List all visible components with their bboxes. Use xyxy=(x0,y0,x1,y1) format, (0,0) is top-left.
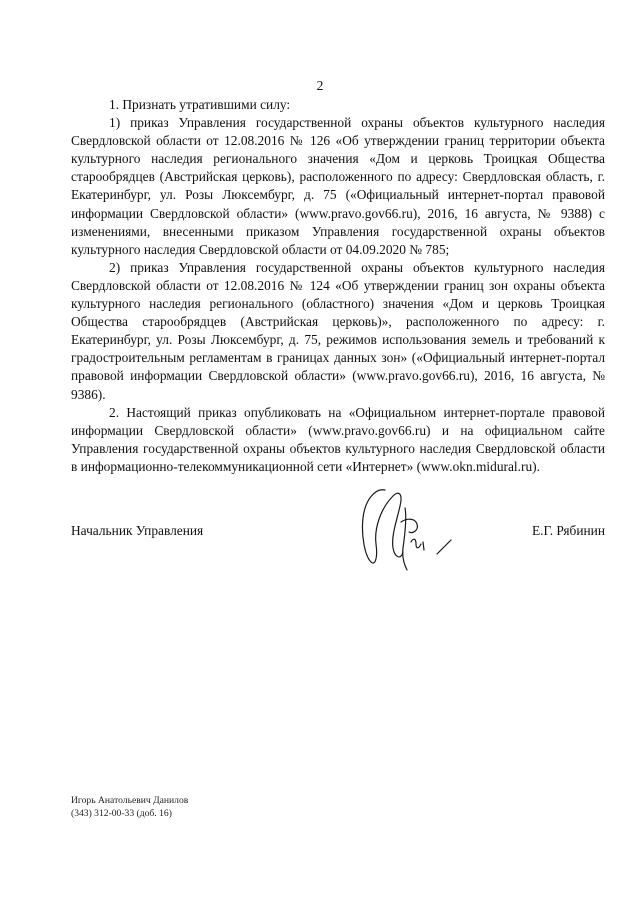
document-body xyxy=(71,96,605,476)
handwritten-signature-icon xyxy=(345,478,465,578)
executor-info xyxy=(71,794,188,820)
paragraph-item-2: 2. Настоящий приказ опубликовать на «Официальном интернет-портале правовой информации Свердловской области» (www.pravo.gov66.ru) и на официальном сайте Управления государственной охраны объектов культурного наследия Свердловской области в информационно-телекоммуникационной сети «Интернет» (www.okn.midural.ru). xyxy=(71,404,605,474)
paragraph-subitem-2: 2) приказ Управления государственной охраны объектов культурного наследия Свердловской области от 12.08.2016 № 124 «Об утверждении границ зон охраны объекта культурного наследия регионального (областного) значения «Дом и церковь Троицкая Общества старообрядцев (Австрийская церковь)», расположенного по адресу: г. Екатеринбург, ул. Розы Люксембург, д. 75, режимов использования земель и требований к градостроительным регламентам в границах данных зон» («Официальный интернет-портал правовой информации Свердловской области» (www.pravo.gov66.ru), 2016, 16 августа, № 9386). xyxy=(71,259,605,402)
signatory-name: Е.Г. Рябинин xyxy=(531,523,605,538)
signatory-position: Начальник Управления xyxy=(71,523,204,538)
executor-phone: (343) 312-00-33 (доб. 16) xyxy=(71,808,172,819)
paragraph-item-1: 1. Признать утратившими силу: xyxy=(109,97,291,112)
page-number: 2 xyxy=(316,78,324,93)
executor-name: Игорь Анатольевич Данилов xyxy=(71,795,189,806)
paragraph-subitem-1: 1) приказ Управления государственной охраны объектов культурного наследия Свердловской области от 12.08.2016 № 126 «Об утверждении границ территории объекта культурного наследия регионального значения «Дом и церковь Троицкая Общества старообрядцев (Австрийская церковь), расположенного по адресу: Свердловская область, г. Екатеринбург, ул. Розы Люксембург, д. 75 («Официальный интернет-портал правовой информации Свердловской области» (www.pravo.gov66.ru), 2016, 16 августа, № 9388) с изменениями, внесенными приказом Управления государственной охраны объектов культурного наследия Свердловской области от 04.09.2020 № 785; xyxy=(71,115,605,257)
signature-block xyxy=(71,523,605,543)
